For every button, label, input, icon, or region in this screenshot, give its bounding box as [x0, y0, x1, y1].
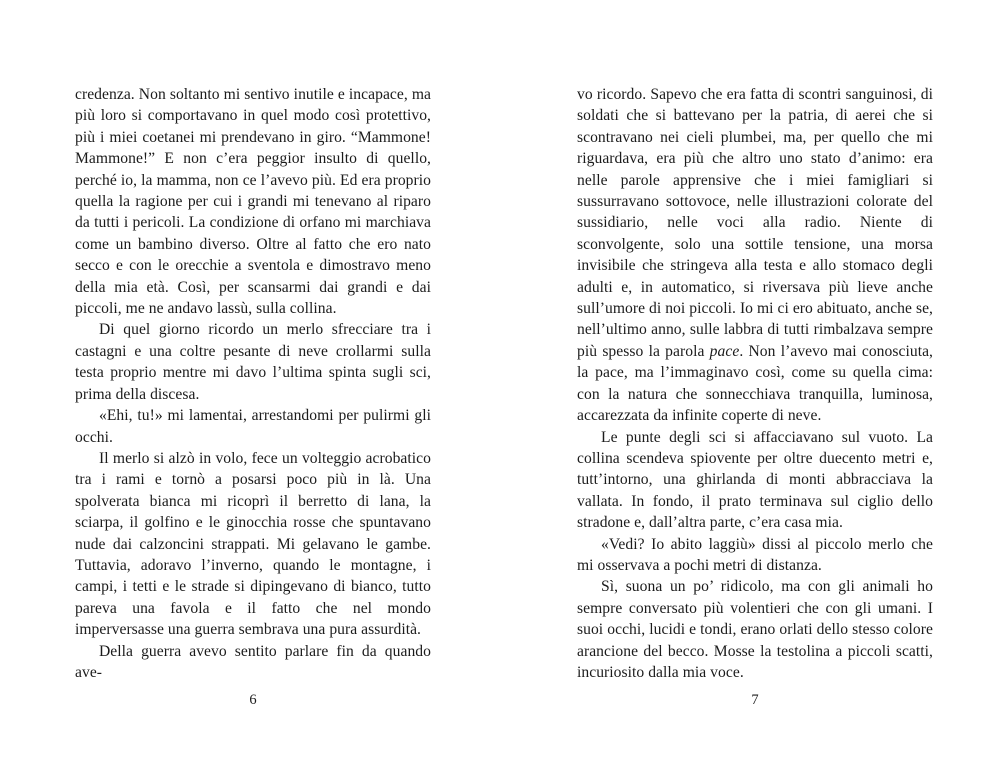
text-run: «Vedi? Io abito laggiù» dissi al piccolo merlo che mi osservava a pochi metri di distanza.	[577, 535, 933, 574]
text-run: Il merlo si alzò in volo, fece un volteggio acrobatico tra i rami e tornò a posarsi poco più in là. Una spolverata bianca mi ricoprì il berretto di lana, la sciarpa, il golfino e le ginocchia rosse che spuntavano nude dai calzoncini strappati. Mi gelavano le gambe. Tuttavia, adoravo l’inverno, quando le montagne, i campi, i tetti e le strade si dipingevano di bianco, tutto pareva una favola e il fatto che nel mondo imperversasse una guerra sembrava una pura assurdità.	[75, 449, 431, 639]
text-run: Sì, suona un po’ ridicolo, ma con gli animali ho sempre conversato più volentieri che con gli umani. I suoi occhi, lucidi e tondi, erano orlati dello stesso colore arancione del becco. Mosse la testolina a piccoli scatti, incuriosito dalla mia voce.	[577, 578, 933, 681]
paragraph	[75, 448, 431, 641]
page-right-text	[577, 84, 933, 683]
emphasized-word: pace	[709, 342, 740, 360]
text-run: . Non l’avevo mai conosciuta, la pace, ma l’immaginavo così, come su quella cima: con la natura che sonnecchiava tranquilla, luminosa, accarezzata da infinite coperte di neve.	[577, 342, 933, 425]
paragraph	[75, 405, 431, 448]
page-left	[75, 0, 431, 769]
text-run: credenza. Non soltanto mi sentivo inutile e incapace, ma più loro si comportavano in quel modo così protettivo, più i miei coetanei mi prendevano in giro. “Mammone! Mammone!” E non c’era peggior insulto di quello, perché io, la mamma, non ce l’avevo più. Ed era proprio quella la ragione per cui i grandi mi tenevano al riparo da tutti i pericoli. La condizione di orfano mi marchiava come un bambino diverso. Oltre al fatto che ero nato secco e con le orecchie a sventola e dimostravo meno della mia età. Così, per scansarmi dai grandi e dai piccoli, me ne andavo lassù, sulla collina.	[75, 86, 431, 318]
text-run: Della guerra avevo sentito parlare fin da quando ave-	[75, 642, 431, 681]
paragraph	[75, 84, 431, 319]
paragraph	[75, 641, 431, 684]
text-run: vo ricordo. Sapevo che era fatta di scontri sanguinosi, di soldati che si battevano per la patria, di aerei che si scontravano nei cieli plumbei, ma, per quello che mi riguardava, era più che altro uno stato d’animo: era nelle parole apprensive che i miei famigliari si sussurravano sottovoce, nelle illustrazioni colorate del sussidiario, nelle voci alla radio. Niente di sconvolgente, solo una sottile tensione, una morsa invisibile che stringeva alla testa e allo stomaco degli adulti e, in automatico, si riversava più lieve anche sull’umore di noi piccoli. Io mi ci ero abituato, anche se, nell’ultimo anno, sulle labbra di tutti rimbalzava sempre più spesso la parola	[577, 86, 933, 360]
page-number: 7	[751, 692, 759, 708]
text-run: «Ehi, tu!» mi lamentai, arrestandomi per pulirmi gli occhi.	[75, 407, 431, 446]
paragraph	[577, 534, 933, 577]
page-right	[577, 0, 933, 769]
paragraph	[577, 576, 933, 683]
page-left-text	[75, 84, 431, 683]
text-run: Le punte degli sci si affacciavano sul vuoto. La collina scendeva spiovente per oltre duecento metri e, tutt’intorno, una ghirlanda di monti abbracciava la vallata. In fondo, il prato terminava sul ciglio dello stradone e, dall’altra parte, c’era casa mia.	[577, 428, 933, 532]
paragraph	[577, 84, 933, 427]
page-number: 6	[249, 692, 257, 708]
paragraph	[75, 319, 431, 405]
paragraph	[577, 427, 933, 534]
text-run: Di quel giorno ricordo un merlo sfrecciare tra i castagni e una coltre pesante di neve crollarmi sulla testa proprio mentre mi davo l’ultima spinta sugli sci, prima della discesa.	[75, 321, 431, 403]
